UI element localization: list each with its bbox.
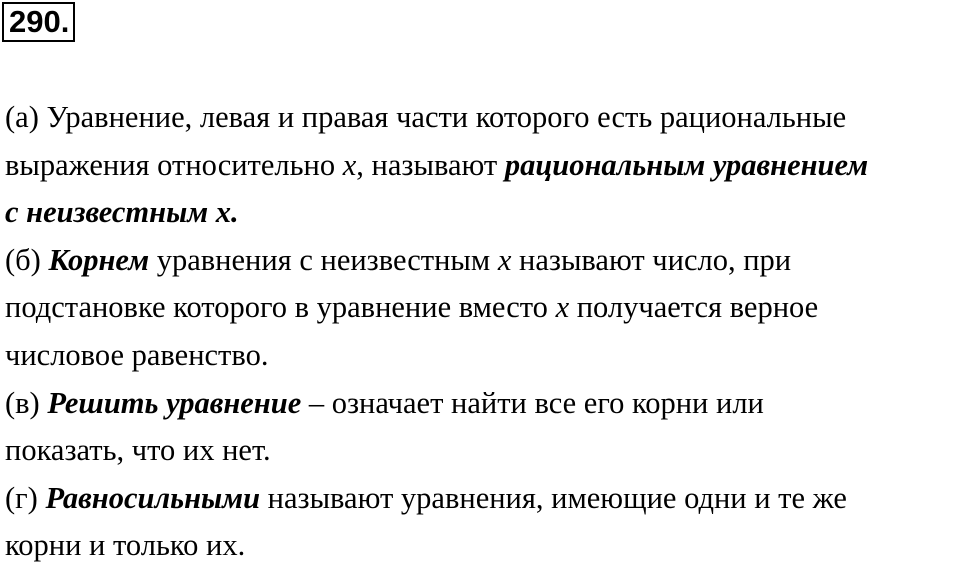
text-fragment: (а) Уравнение, левая и правая части которого есть рациональные (5, 100, 847, 134)
text-fragment: числовое равенство. (5, 337, 269, 372)
text-line-9 (5, 475, 960, 523)
term-equivalent: Равносильными (45, 480, 261, 515)
text-fragment: подстановке которого в уравнение вместо (5, 290, 556, 325)
text-fragment: (г) (5, 480, 46, 515)
text-fragment: уравнения с неизвестным (149, 242, 498, 277)
text-fragment: выражения относительно (5, 147, 343, 182)
variable-x: x (555, 290, 570, 325)
text-fragment: называют уравнения, имеющие одни и те же (260, 480, 847, 515)
term-root: Корнем (48, 242, 150, 277)
text-fragment: (в) (5, 385, 48, 420)
text-line-3 (5, 189, 960, 237)
task-number: 290. (9, 4, 70, 39)
variable-x: x (342, 147, 357, 182)
text-fragment: (б) (5, 242, 49, 277)
text-fragment: показать, что их нет. (5, 433, 271, 468)
definitions-text (5, 94, 960, 570)
term-with-unknown-x: с неизвестным x. (5, 195, 239, 230)
variable-x: x (497, 242, 512, 277)
text-line-7 (5, 380, 960, 428)
text-line-4 (5, 237, 960, 285)
text-line-10 (5, 522, 960, 570)
text-line-1 (5, 94, 960, 142)
text-fragment: , называют (356, 147, 505, 182)
term-solve-equation: Решить уравнение (47, 385, 302, 420)
text-line-6 (5, 332, 960, 380)
text-line-2 (5, 142, 960, 190)
task-number-box (2, 2, 75, 42)
term-rational-equation: рациональным уравнением (504, 147, 869, 182)
text-line-5 (5, 284, 960, 332)
text-fragment: корни и только их. (5, 528, 246, 563)
text-line-8 (5, 427, 960, 475)
text-fragment: получается верное (569, 290, 819, 325)
text-fragment: называют число, при (511, 242, 792, 277)
text-fragment: – означает найти все его корни или (301, 385, 764, 420)
